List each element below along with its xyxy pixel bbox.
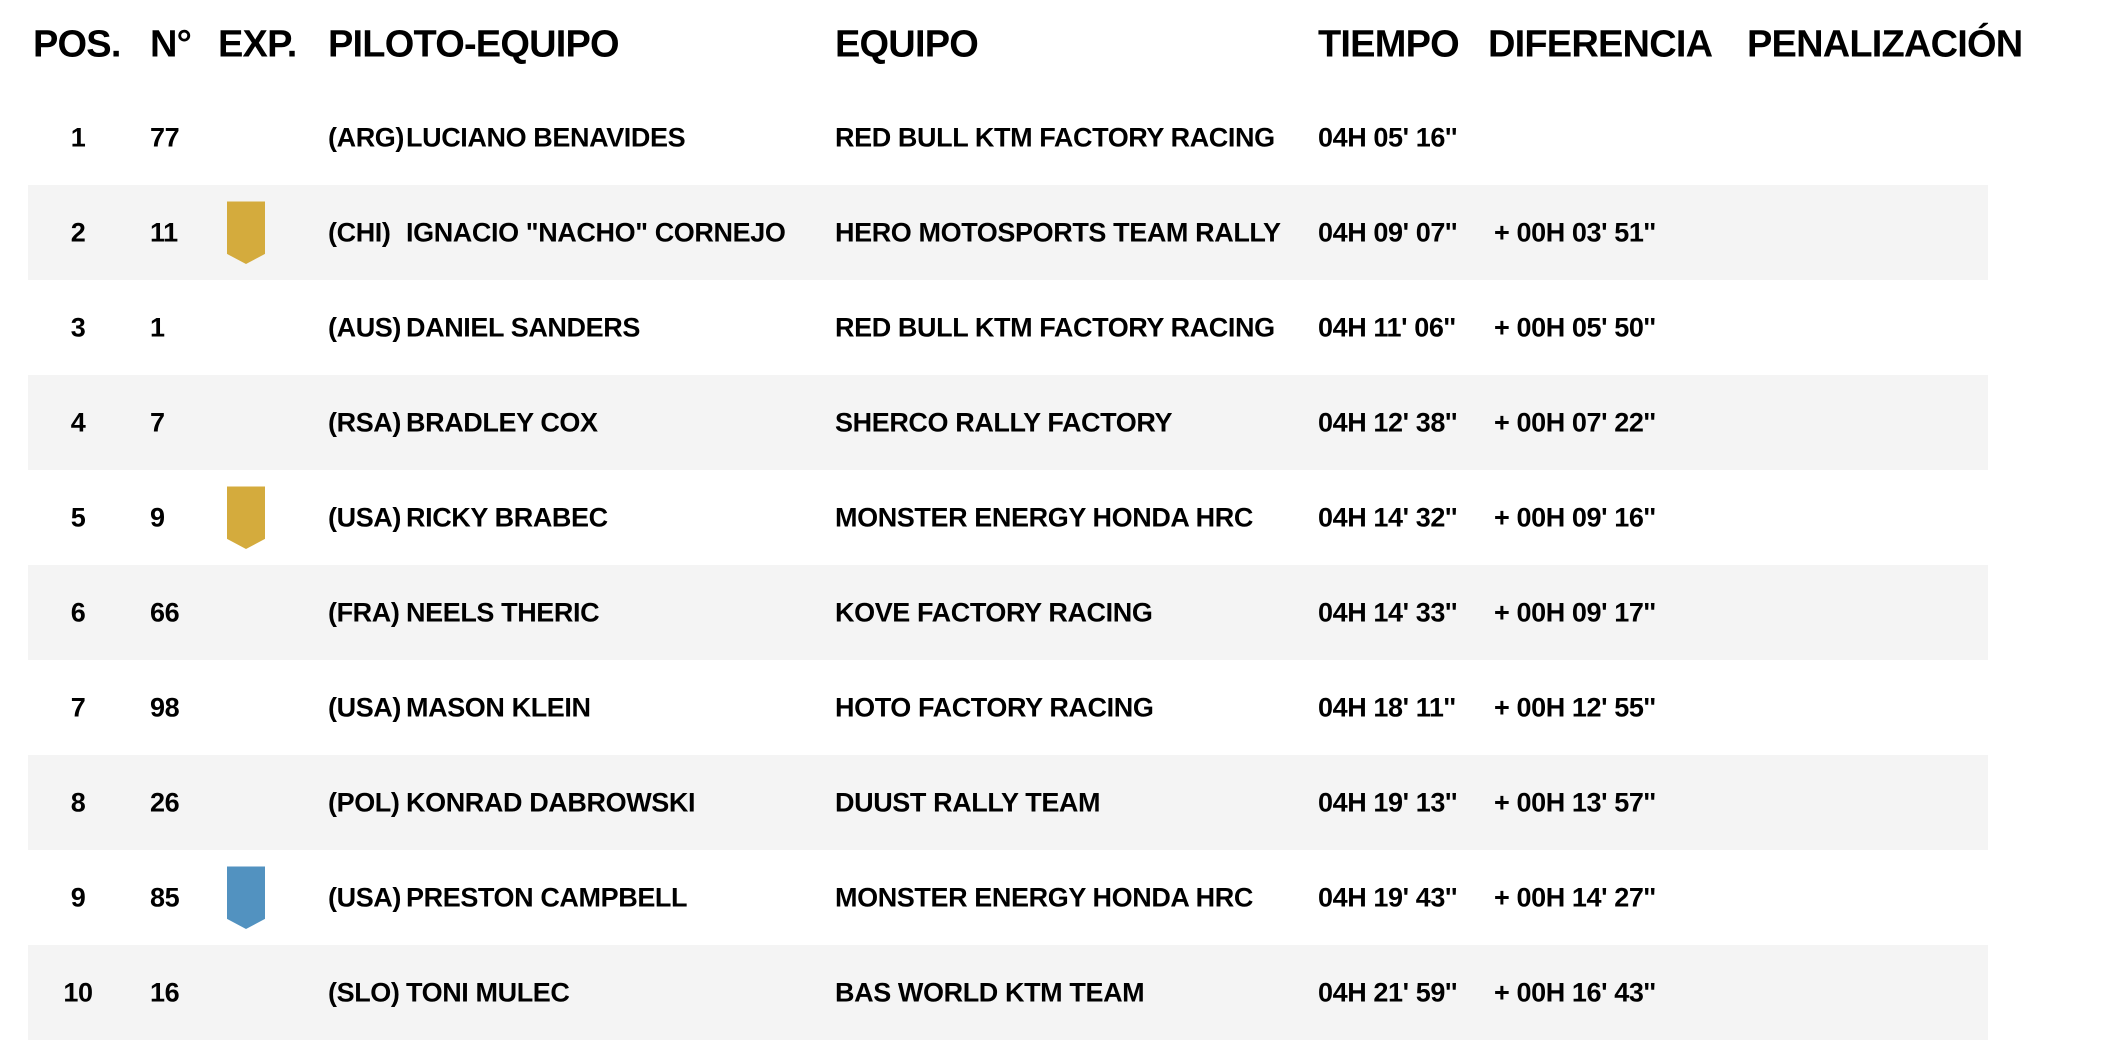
pilot-name: TONI MULEC [406,977,570,1007]
rider-number-cell: 98 [150,692,180,722]
rider-number-cell: 66 [150,597,180,627]
column-header-exp: EXP. [218,23,297,66]
difference-cell: + 00H 03' 51'' [1494,217,1656,247]
team-cell: RED BULL KTM FACTORY RACING [835,312,1275,342]
rider-number-cell: 1 [150,312,165,342]
exp-badge-gold-icon [227,486,265,549]
pilot-name: KONRAD DABROWSKI [406,787,696,817]
pilot-country: (FRA) [328,597,400,627]
pilot-name: RICKY BRABEC [406,502,608,532]
table-row [0,660,2102,755]
pilot-name: DANIEL SANDERS [406,312,640,342]
time-cell: 04H 21' 59'' [1318,977,1458,1007]
pilot-name: LUCIANO BENAVIDES [406,122,686,152]
pilot-cell [328,217,785,248]
table-row [0,755,2102,850]
rider-number-cell: 11 [150,217,178,247]
position-cell: 1 [70,122,86,152]
column-header-team: EQUIPO [835,23,979,66]
team-cell: KOVE FACTORY RACING [835,597,1153,627]
pilot-country: (CHI) [328,217,391,247]
team-cell: HOTO FACTORY RACING [835,692,1154,722]
table-row [0,565,2102,660]
pilot-cell [328,407,598,438]
team-cell: HERO MOTOSPORTS TEAM RALLY [835,217,1281,247]
pilot-country: (AUS) [328,312,401,342]
rider-number-cell: 85 [150,882,180,912]
rider-number-cell: 9 [150,502,165,532]
exp-badge-blue-icon [227,866,265,929]
column-header-time: TIEMPO [1318,23,1459,66]
pilot-country: (POL) [328,787,400,817]
position-cell: 6 [70,597,86,627]
table-body [0,90,2102,1040]
difference-cell: + 00H 16' 43'' [1494,977,1656,1007]
difference-cell: + 00H 14' 27'' [1494,882,1656,912]
table-row [0,90,2102,185]
time-cell: 04H 05' 16'' [1318,122,1458,152]
table-row [0,375,2102,470]
pilot-name: IGNACIO "NACHO" CORNEJO [406,217,786,247]
table-header-row [0,0,2102,90]
pilot-cell [328,692,591,723]
difference-cell: + 00H 07' 22'' [1494,407,1656,437]
difference-cell: + 00H 13' 57'' [1494,787,1656,817]
rider-number-cell: 77 [150,122,180,152]
time-cell: 04H 14' 32'' [1318,502,1458,532]
team-cell: MONSTER ENERGY HONDA HRC [835,502,1253,532]
column-header-penalty: PENALIZACIÓN [1747,23,2023,66]
difference-cell: + 00H 05' 50'' [1494,312,1656,342]
table-row [0,185,2102,280]
rider-number-cell: 7 [150,407,165,437]
position-cell: 2 [70,217,86,247]
pilot-country: (USA) [328,502,401,532]
pilot-country: (RSA) [328,407,401,437]
position-cell: 7 [70,692,86,722]
pilot-name: NEELS THERIC [406,597,600,627]
rider-number-cell: 26 [150,787,180,817]
position-cell: 10 [63,977,93,1007]
table-row [0,280,2102,375]
position-cell: 4 [70,407,86,437]
time-cell: 04H 11' 06'' [1318,312,1456,342]
position-cell: 5 [70,502,86,532]
pilot-cell [328,977,570,1008]
time-cell: 04H 18' 11'' [1318,692,1456,722]
pilot-country: (USA) [328,882,401,912]
pilot-country: (USA) [328,692,401,722]
difference-cell: + 00H 12' 55'' [1494,692,1656,722]
pilot-cell [328,502,608,533]
rider-number-cell: 16 [150,977,180,1007]
pilot-cell [328,787,695,818]
table-row [0,850,2102,945]
team-cell: MONSTER ENERGY HONDA HRC [835,882,1253,912]
pilot-name: PRESTON CAMPBELL [406,882,688,912]
difference-cell: + 00H 09' 16'' [1494,502,1656,532]
position-cell: 3 [70,312,86,342]
team-cell: DUUST RALLY TEAM [835,787,1101,817]
time-cell: 04H 14' 33'' [1318,597,1458,627]
pilot-cell [328,597,599,628]
pilot-country: (ARG) [328,122,404,152]
pilot-name: BRADLEY COX [406,407,598,437]
column-header-pilot: PILOTO-EQUIPO [328,23,619,66]
pilot-cell [328,312,640,343]
table-row [0,470,2102,565]
pilot-name: MASON KLEIN [406,692,591,722]
column-header-number: N° [150,23,192,66]
pilot-cell [328,122,685,153]
position-cell: 9 [70,882,86,912]
time-cell: 04H 09' 07'' [1318,217,1458,247]
team-cell: SHERCO RALLY FACTORY [835,407,1173,437]
column-header-pos: POS. [33,23,121,66]
exp-badge-gold-icon [227,201,265,264]
pilot-country: (SLO) [328,977,400,1007]
time-cell: 04H 19' 43'' [1318,882,1458,912]
column-header-difference: DIFERENCIA [1488,23,1713,66]
pilot-cell [328,882,687,913]
difference-cell: + 00H 09' 17'' [1494,597,1656,627]
position-cell: 8 [70,787,86,817]
time-cell: 04H 19' 13'' [1318,787,1458,817]
time-cell: 04H 12' 38'' [1318,407,1458,437]
team-cell: RED BULL KTM FACTORY RACING [835,122,1275,152]
team-cell: BAS WORLD KTM TEAM [835,977,1145,1007]
